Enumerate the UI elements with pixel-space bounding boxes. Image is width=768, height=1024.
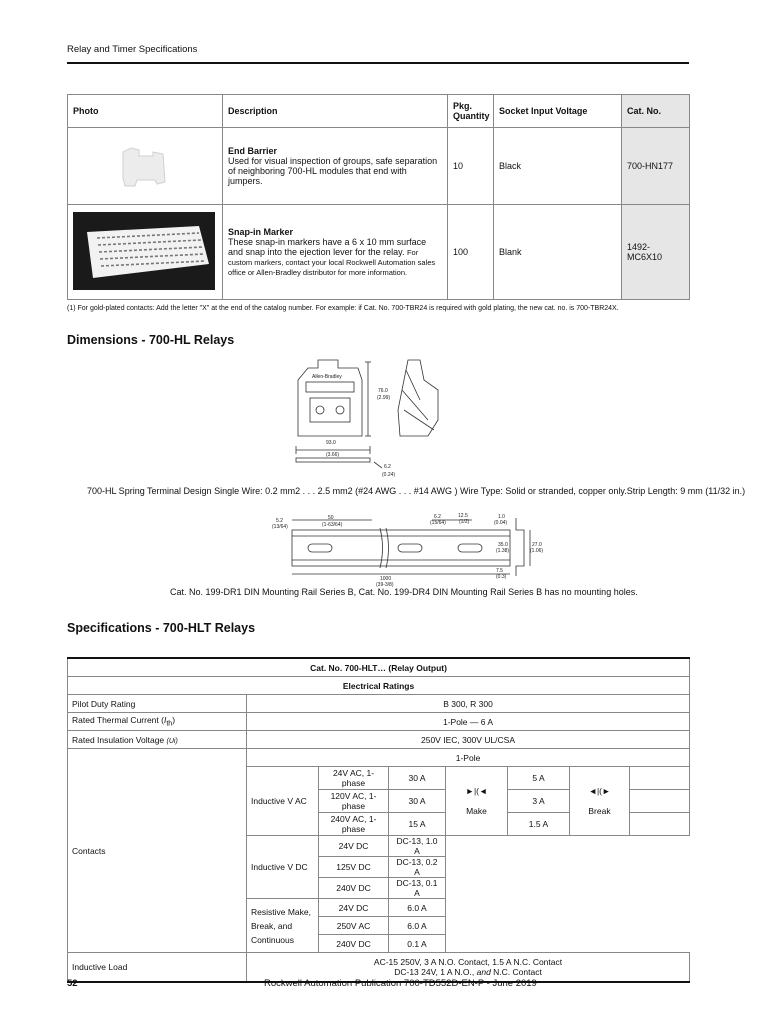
snap-in-marker-photo	[73, 212, 215, 290]
relay-height: 76.0	[378, 388, 388, 394]
cat-no-cell: 700-HN177	[622, 128, 690, 205]
table-row: Inductive V AC 24V AC, 1-phase 30 A ►|(◄ Make 5 A ◄|(► Break	[68, 767, 690, 790]
rail-l1-in: (13/64)	[272, 524, 288, 530]
rail-l6-in: (1.38)	[496, 548, 510, 554]
rail-l8-in: (39-3/8)	[376, 582, 394, 588]
table-row	[68, 128, 690, 205]
inductive-load-label: Inductive Load	[68, 953, 247, 983]
col-pkg-qty: Pkg. Quantity	[448, 95, 494, 128]
relay-depth: 6.2	[384, 464, 391, 470]
resistive-label: Resistive Make, Break, and Continuous	[247, 899, 319, 953]
photo-cell	[68, 128, 223, 205]
col-description: Description	[223, 95, 448, 128]
make-symbol-cell: ►|(◄ Make	[446, 767, 508, 836]
rail-l4-in: (1/2)	[459, 519, 470, 525]
thermal-label: Rated Thermal Current $(I_{th})$	[68, 713, 247, 731]
footer-publication: Rockwell Automation Publication 700-TD552D-EN-P - June 2019	[264, 978, 537, 989]
table-row: 125V DC DC-13, 0.2 A	[68, 857, 690, 878]
rail-l8: 1000	[380, 576, 392, 582]
table-row: 240V DC DC-13, 0.1 A	[68, 878, 690, 899]
table-row: 250V AC 6.0 A	[68, 917, 690, 935]
header-title: Relay and Timer Specifications	[67, 44, 198, 55]
relay-width: 93.0	[326, 440, 336, 446]
rail-l7: 27.0	[532, 542, 542, 548]
inductive-dc-label: Inductive V DC	[247, 836, 319, 899]
photo-cell	[68, 205, 223, 300]
spec-title-row	[68, 658, 690, 677]
table-row: Resistive Make, Break, and Continuous 24V DC 6.0 A	[68, 899, 690, 917]
qty-cell: 10	[448, 128, 494, 205]
relay-depth-in: (0.24)	[382, 472, 396, 478]
product-description: Used for visual inspection of groups, safe separation of neighboring 700-HL modules that end with jumpers.	[228, 156, 438, 186]
rail-l6: 35.0	[498, 542, 508, 548]
din-rail-drawing	[262, 510, 552, 588]
insulation-value: 250V IEC, 300V UL/CSA	[247, 731, 690, 749]
inductive-load-value: AC-15 250V, 3 A N.O. Contact, 1.5 A N.C. Contact DC-13 24V, 1 A N.O., and N.C. Contact	[247, 953, 690, 983]
rail-l3: 6.2	[434, 514, 441, 520]
rail-l5: 1.0	[498, 514, 505, 520]
table-row	[68, 205, 690, 300]
rail-l7-in: (1.06)	[530, 548, 544, 554]
description-cell	[223, 128, 448, 205]
product-description: These snap-in markers have a 6 x 10 mm surface and snap into the ejection lever for the relay.	[228, 237, 427, 257]
specifications-table	[67, 657, 690, 983]
relay-dimension-drawing	[288, 350, 458, 480]
table-row: 120V AC, 1-phase 30 A 3 A	[68, 790, 690, 813]
table-row	[68, 749, 690, 767]
rail-l9-in: (0.3)	[496, 574, 507, 580]
product-name: End Barrier	[228, 146, 278, 156]
product-name: Snap-in Marker	[228, 227, 294, 237]
pilot-label: Pilot Duty Rating	[68, 695, 247, 713]
insulation-label: Rated Insulation Voltage (Ui)	[68, 731, 247, 749]
thermal-value: 1-Pole — 6 A	[247, 713, 690, 731]
relay-width-in: (3.66)	[326, 452, 340, 458]
table-row	[68, 731, 690, 749]
dimensions-heading: Dimensions - 700-HL Relays	[67, 333, 235, 347]
col-photo: Photo	[68, 95, 223, 128]
table-row: 240V DC 0.1 A	[68, 935, 690, 953]
qty-cell: 100	[448, 205, 494, 300]
table-row: 240V AC, 1-phase 15 A 1.5 A	[68, 813, 690, 836]
specifications-heading: Specifications - 700-HLT Relays	[67, 621, 256, 635]
rail-l4: 12.5	[458, 513, 468, 519]
rail-l3-in: (15/64)	[430, 520, 446, 526]
relay-caption: 700-HL Spring Terminal Design Single Wire: 0.2 mm2 . . . 2.5 mm2 (#24 AWG . . . #14 AWG ) Wire Type: Solid or stranded, copper only.Strip Length: 9 mm (11/32 in.)	[87, 486, 746, 496]
col-cat-no: Cat. No.	[622, 95, 690, 128]
pilot-value: B 300, R 300	[247, 695, 690, 713]
table-row	[68, 695, 690, 713]
table-row: Inductive V DC 24V DC DC-13, 1.0 A	[68, 836, 690, 857]
pole-value: 1-Pole	[247, 749, 690, 767]
rail-l2-in: (1-63/64)	[322, 522, 343, 528]
rail-l5-in: (0.04)	[494, 520, 508, 526]
col-voltage: Socket Input Voltage	[494, 95, 622, 128]
contacts-label: Contacts	[68, 749, 247, 953]
end-barrier-photo	[73, 134, 215, 196]
table-row	[68, 713, 690, 731]
cat-no-cell: 1492-MC6X10	[622, 205, 690, 300]
accessories-table	[67, 94, 690, 300]
rail-caption: Cat. No. 199-DR1 DIN Mounting Rail Series B, Cat. No. 199-DR4 DIN Mounting Rail Series B has no mounting holes.	[170, 587, 638, 597]
rail-l9: 7.5	[496, 568, 503, 574]
page-number: 52	[67, 978, 78, 989]
header-rule	[67, 62, 689, 64]
voltage-cell: Blank	[494, 205, 622, 300]
accessories-header-row	[68, 95, 690, 128]
rail-l1: 5.2	[276, 518, 283, 524]
break-symbol-cell: ◄|(► Break	[570, 767, 630, 836]
footnote: (1) For gold-plated contacts: Add the letter "X" at the end of the catalog number. For example: if Cat. No. 700-TBR24 is required with gold plating, the new cat. no. is 700-TBR24X.	[67, 305, 619, 312]
description-cell	[223, 205, 448, 300]
relay-brand: Allen-Bradley	[312, 374, 342, 380]
inductive-ac-label: Inductive V AC	[247, 767, 319, 836]
relay-height-in: (2.99)	[377, 395, 391, 401]
product-note: For custom markers, contact your local Rockwell Automation sales office or Allen-Bradley distributor for more information.	[228, 248, 436, 277]
spec-title: Cat. No. 700-HLT… (Relay Output)	[68, 658, 690, 677]
spec-subtitle: Electrical Ratings	[68, 677, 690, 695]
voltage-cell: Black	[494, 128, 622, 205]
rail-l2: 50	[328, 515, 334, 521]
spec-subtitle-row	[68, 677, 690, 695]
